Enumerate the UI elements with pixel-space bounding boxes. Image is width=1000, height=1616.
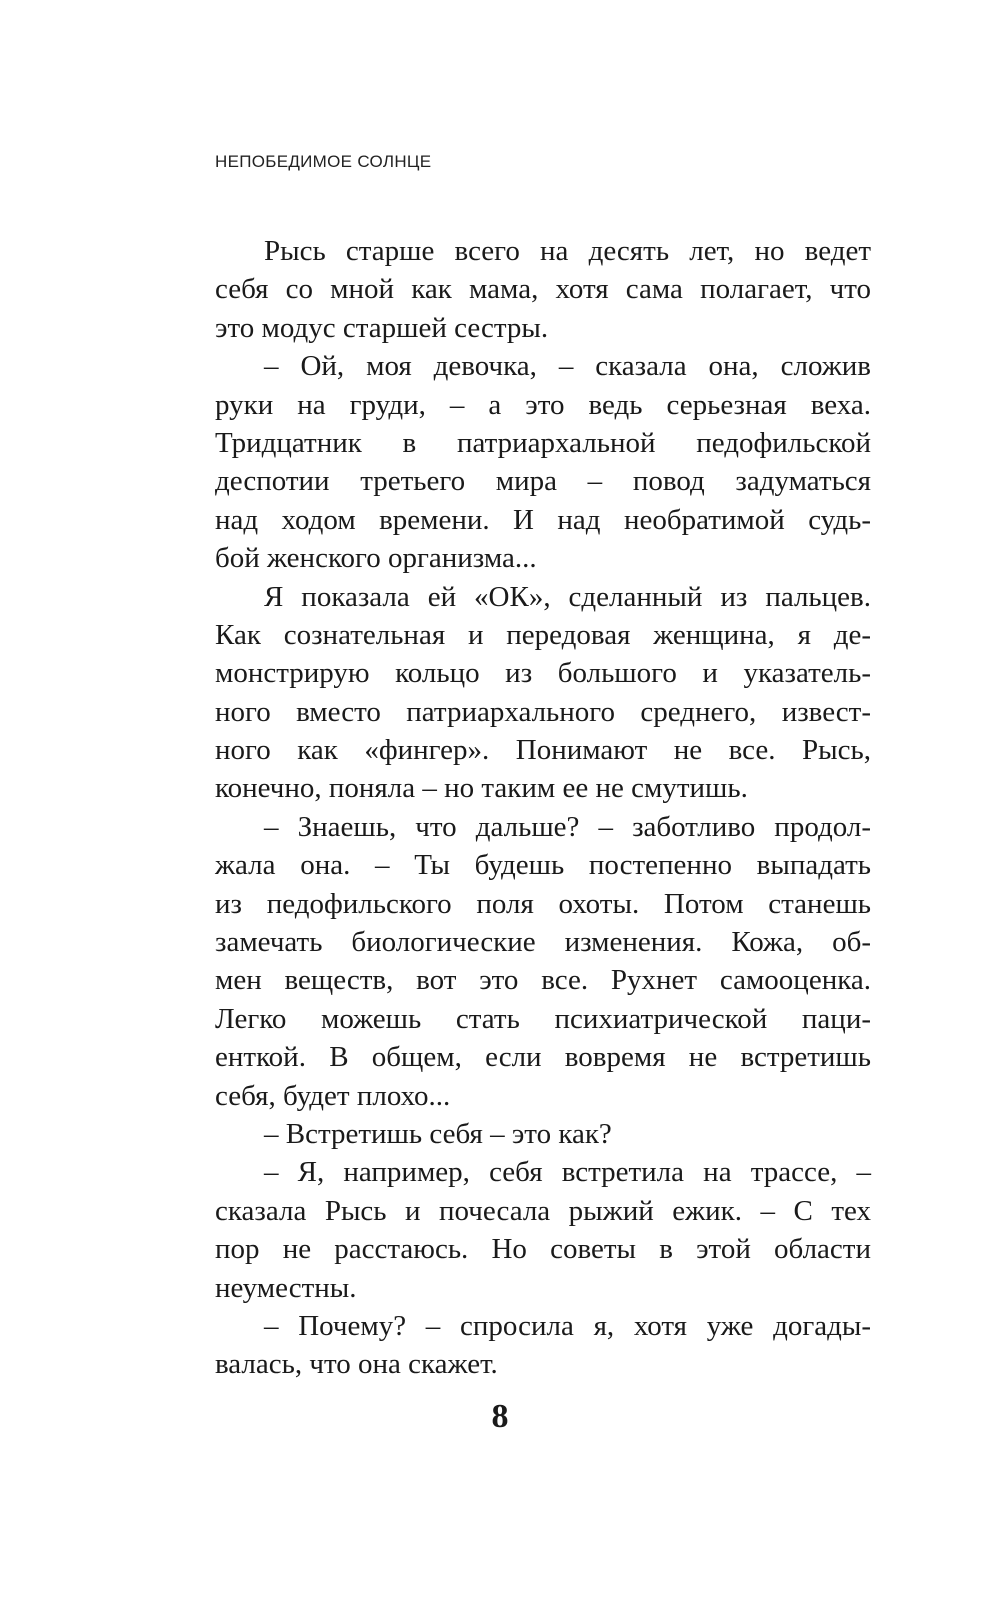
text-line: монстрирую кольцо из большого и указатель- bbox=[215, 657, 871, 690]
page-number: 8 bbox=[491, 1398, 509, 1435]
running-header: НЕПОБЕДИМОЕ СОЛНЦЕ bbox=[215, 152, 432, 171]
text-line: замечать биологические изменения. Кожа, об- bbox=[215, 926, 871, 959]
text-line: – Встретишь себя – это как? bbox=[264, 1117, 612, 1150]
text-line: это модус старшей сестры. bbox=[215, 311, 549, 344]
text-line: – Почему? – спросила я, хотя уже догады- bbox=[264, 1309, 871, 1342]
text-line: себя со мной как мама, хотя сама полагает, что bbox=[215, 273, 871, 306]
text-line: руки на груди, – а это ведь серьезная веха. bbox=[215, 388, 871, 421]
text-line: енткой. В общем, если вовремя не встретишь bbox=[215, 1041, 871, 1074]
text-line: себя, будет плохо... bbox=[215, 1079, 451, 1112]
text-line: бой женского организма... bbox=[215, 542, 537, 575]
text-line: Легко можешь стать психиатрической паци- bbox=[215, 1002, 871, 1035]
text-line: – Знаешь, что дальше? – заботливо продол- bbox=[264, 810, 871, 843]
body-text bbox=[215, 232, 871, 1384]
text-line: конечно, поняла – но таким ее не смутишь. bbox=[215, 772, 748, 805]
text-line: ного вместо патриархального среднего, извест- bbox=[215, 695, 871, 728]
text-line: Я показала ей «ОК», сделанный из пальцев. bbox=[264, 580, 871, 613]
text-line: деспотии третьего мира – повод задуматься bbox=[215, 465, 871, 498]
text-line: Рысь старше всего на десять лет, но ведет bbox=[264, 235, 871, 267]
text-line: пор не расстаюсь. Но советы в этой области bbox=[215, 1233, 871, 1266]
text-line: – Ой, моя девочка, – сказала она, сложив bbox=[264, 350, 871, 383]
text-line: – Я, например, себя встретила на трассе, – bbox=[264, 1156, 871, 1189]
text-line: неуместны. bbox=[215, 1271, 357, 1304]
text-line: сказала Рысь и почесала рыжий ежик. – С тех bbox=[215, 1194, 871, 1227]
text-line: над ходом времени. И над необратимой судь- bbox=[215, 503, 871, 536]
text-line: ного как «фингер». Понимают не все. Рысь, bbox=[215, 734, 871, 767]
text-line: Как сознательная и передовая женщина, я де- bbox=[215, 618, 871, 651]
text-line: жала она. – Ты будешь постепенно выпадать bbox=[215, 849, 871, 882]
text-line: валась, что она скажет. bbox=[215, 1348, 498, 1381]
text-line: Тридцатник в патриархальной педофильской bbox=[215, 426, 871, 459]
text-line: из педофильского поля охоты. Потом станешь bbox=[215, 887, 871, 920]
text-line: мен веществ, вот это все. Рухнет самооценка. bbox=[215, 964, 871, 997]
